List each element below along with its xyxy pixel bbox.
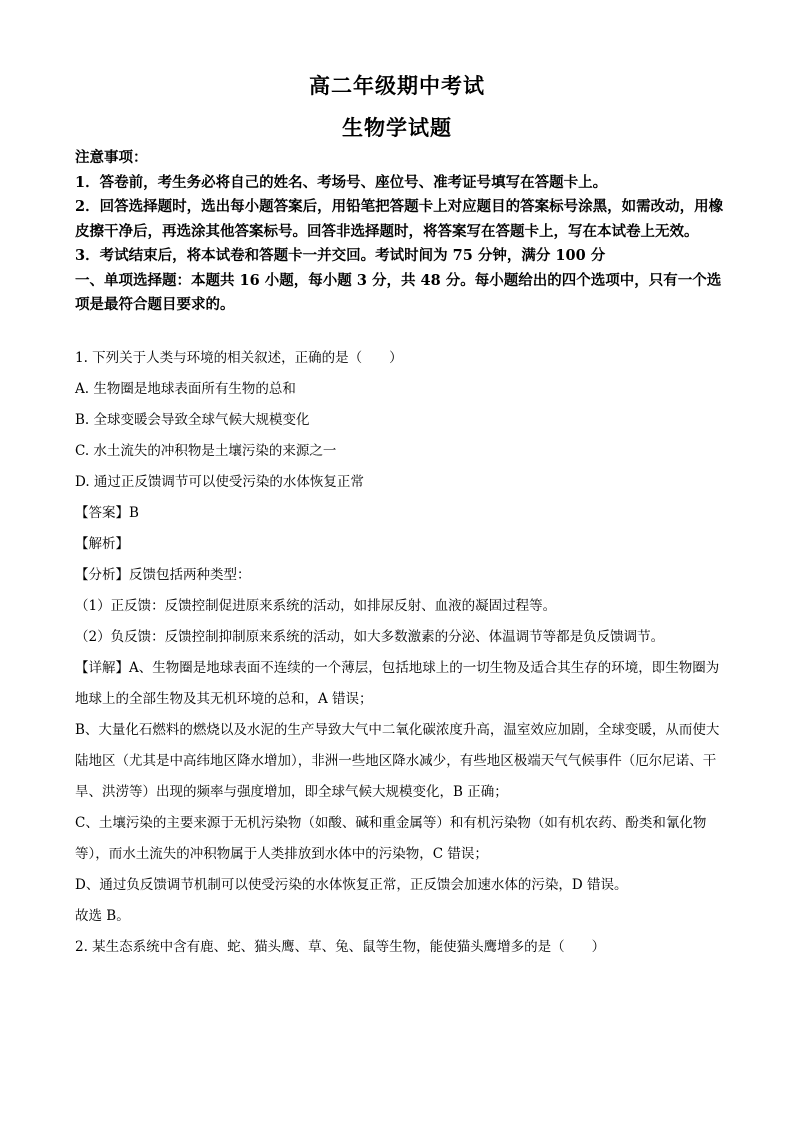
fenxi-heading: 【分析】反馈包括两种类型： [75,567,251,583]
fenxi-item-2: （2）负反馈：反馈控制抑制原来系统的活动，如大多数激素的分泌、体温调节等都是负反馈调节。 [75,629,665,645]
detail-c: C、土壤污染的主要来源于无机污染物（如酸、碱和重金属等）和有机污染物（如有机农药、酚类和氰化物等），而水土流失的冲积物属于人类排放到水体中的污染物，C 错误； [75,815,707,862]
answer-line: 【答案】B [75,505,139,521]
question-2-stem: 2. 某生态系统中含有鹿、蛇、猫头鹰、草、兔、鼠等生物，能使猫头鹰增多的是（ ） [75,939,606,955]
analysis-label: 【解析】 [75,536,129,552]
question-stem: 1. 下列关于人类与环境的相关叙述，正确的是（ ） [75,350,403,366]
detail-b: B、大量化石燃料的燃烧以及水泥的生产导致大气中二氧化碳浓度升高，温室效应加剧，全球变暖，从而使大陆地区（尤其是中高纬地区降水增加），非洲一些地区降水减少，有些地区极端天气气候事件（厄尔尼诺、干旱、洪涝等）出现的频率与强度增加，即全球气候大规模变化，B 正确； [75,722,720,800]
notice-item-3: 3．考试结束后，将本试卷和答题卡一并交回。考试时间为 75 分钟，满分 100 分 [75,247,606,264]
fenxi-item-1: （1）正反馈：反馈控制促进原来系统的活动，如排尿反射、血液的凝固过程等。 [75,598,557,614]
option-c: C. 水土流失的冲积物是土壤污染的来源之一 [75,443,337,459]
section-heading: 一、单项选择题：本题共 16 小题，每小题 3 分，共 48 分。每小题给出的四个选项中，只有一个选项是最符合题目要求的。 [75,271,722,313]
option-b: B. 全球变暖会导致全球气候大规模变化 [75,412,310,428]
detail-d: D、通过负反馈调节机制可以使受污染的水体恢复正常，正反馈会加速水体的污染，D 错误。 [75,877,628,893]
notice-item-1: 1．答卷前，考生务必将自己的姓名、考场号、座位号、准考证号填写在答题卡上。 [75,173,608,191]
option-d: D. 通过正反馈调节可以使受污染的水体恢复正常 [75,474,364,490]
notice-section [75,146,725,318]
subject-title: 生物学试题 [342,115,452,140]
option-a: A. 生物圈是地球表面所有生物的总和 [75,381,296,397]
exam-title: 高二年级期中考试 [309,73,485,98]
detail-a: 【详解】A、生物圈是地球表面不连续的一个薄层，包括地球上的一切生物及适合其生存的环境，即生物圈为地球上的全部生物及其无机环境的总和，A 错误； [75,660,720,707]
notice-item-2: 2．回答选择题时，选出每小题答案后，用铅笔把答题卡上对应题目的答案标号涂黑，如需改动，用橡皮擦干净后，再选涂其他答案标号。回答非选择题时，将答案写在答题卡上，写在本试卷上无效。 [75,198,724,240]
notice-heading: 注意事项： [75,149,148,166]
question-1 [75,343,725,963]
conclusion: 故选 B。 [75,908,130,924]
